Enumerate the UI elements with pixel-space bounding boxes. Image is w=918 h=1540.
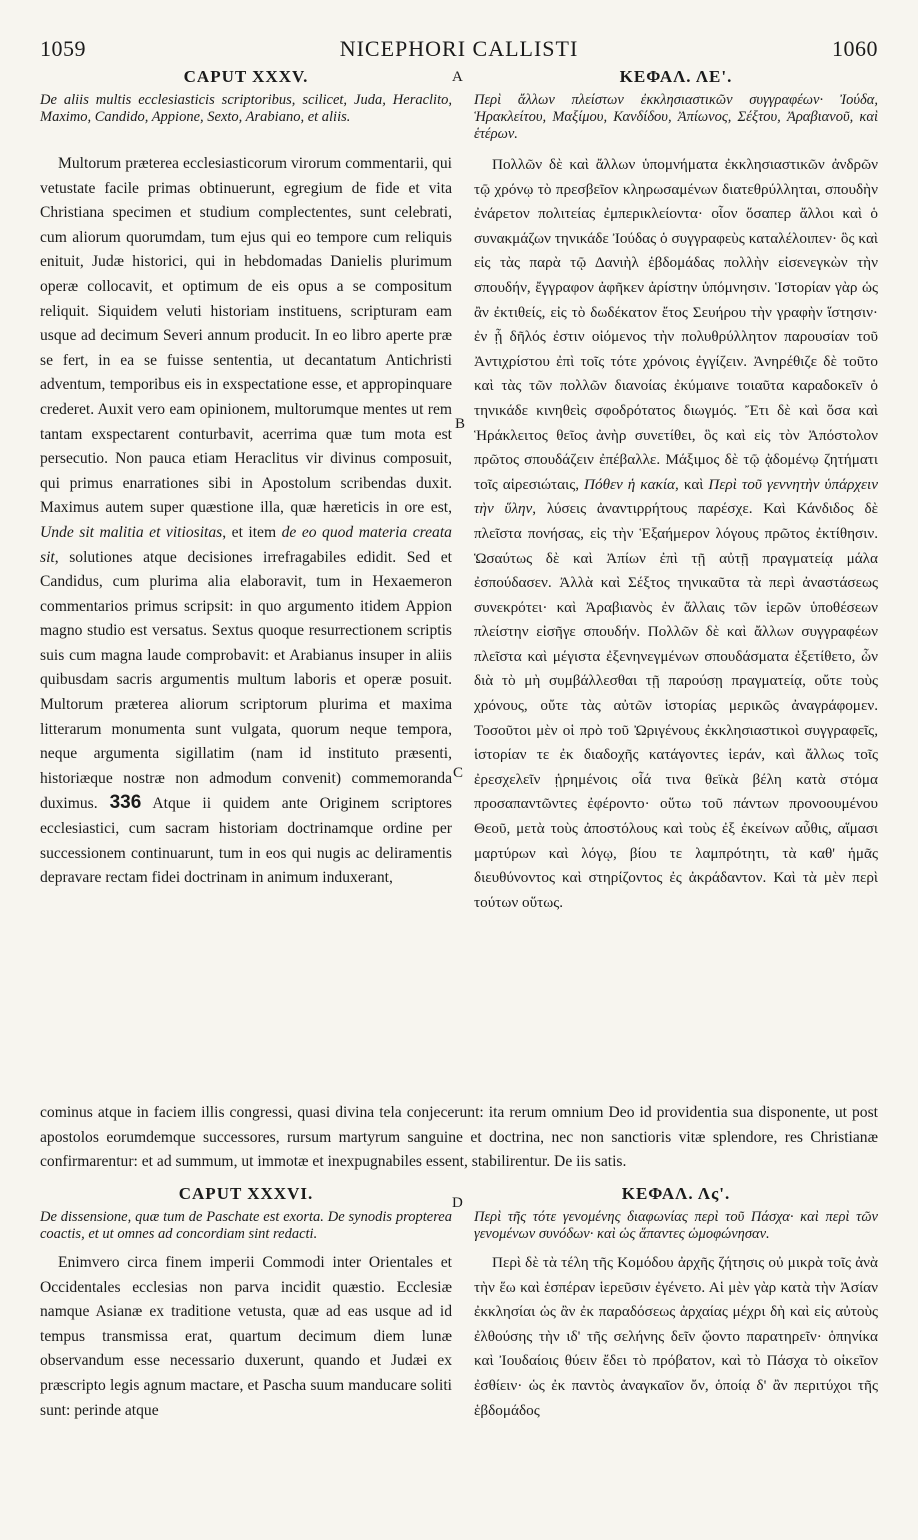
latin-chapter-35 [40,66,452,891]
running-head [40,36,878,64]
latin-text: , et item [222,523,277,541]
migne-column-number: 336 [109,792,142,814]
latin-italic-question: Unde sit malitia et vitiositas [40,523,223,541]
greek-text: Πολλῶν δὲ καὶ ἄλλων ὑπομνήματα ἐκκλησιαστικῶν ἀνδρῶν τῷ χρόνῳ τὸ πρεσβεῖον κληρωσαμένων διατεθρύλληται, σπουδὴν ἐνάρετον πολιτείας ἐμπερικλείοντα· οἷον ὅσαπερ ἄλλοι καὶ ὁ συνακμάζων τηνικάδε Ἰούδας ὁ συγγραφεὺς καταλέλοιπεν· ὃς καὶ εἰς τὰς παρὰ τῷ Δανιὴλ ἑβδομάδας πολλὴν εἰσενεγκὼν τὴν σπουδήν, ἔγγραφον ἀφῆκεν ἀρίστην ὑπόμνησιν. Ἱστορίαν γὰρ ὡς ἂν ἐκτιθείς, εἰς τὸ δωδέκατον ἔτος Σευήρου τὴν γραφὴν ἵστησιν· ἐν ᾗ δῆλός ἐστιν οἰόμενος τὴν πολυθρύλλητον παρουσίαν τοῦ Ἀντιχρίστου ἐπὶ τοῖς τότε χρόνοις ἐγγίζειν. Ἀνηρέθιζε δὲ τοῦτο καὶ τὰς τῶν πολλῶν διανοίας ἐκύμαινε τοιαῦτα καραδοκεῖν ὁ τηνικάδε κινηθεὶς σφοδρότατος διωγμός. Ἔτι δὲ καὶ ὅσα καὶ Ἡράκλειτος θεῖος ἀνὴρ συνετίθει, ὃς καὶ εἰς τὸν Ἀπόστολον πρῶτος σπουδάζειν ἐπέβαλλε. Μάξιμος δὲ τῷ ᾀδομένῳ ζητήματι τοῖς αἱρεσιώταις, [474,156,878,493]
latin-body [40,1251,452,1423]
latin-body [40,152,452,891]
greek-paragraph [474,153,878,915]
page-number-right: 1060 [832,36,878,61]
greek-chapter-35 [474,66,878,915]
greek-paragraph: Περὶ δὲ τὰ τέλη τῆς Κομόδου ἀρχῆς ζήτησις οὐ μικρὰ τοῖς ἀνὰ τὴν ἕω καὶ ἑσπέραν ἱερεῦσιν ἐγένετο. Αἱ μὲν γὰρ κατὰ τὴν Ἀσίαν ἐκκλησίαι ὡς ἂν ἐκ παραδόσεως ἀρχαίας μέχρι δὴ καὶ εἰς αὐτοὺς ἐλθούσης τὴν ιδ' τῆς σελήνης δεῖν ᾤοντο παρατηρεῖν· ὁπηνίκα καὶ Ἰουδαίοις θύειν ἔδει τὸ πρόβατον, καὶ τὸ Πάσχα τὸ οἰκεῖον ἐσθίειν· ὡς ἐκ παντὸς ἀναγκαῖον ὄν, ὁποίᾳ δ' ἂν περιτύχοι τῆς ἑβδομάδος [474,1254,878,1419]
latin-chapter-heading: CAPUT XXXVI. [178,1184,314,1203]
latin-text: Multorum præterea ecclesiasticorum virorum commentarii, qui vetustate facile primas obtinuerunt, egregium de fide et vita Christiana specimen et studium complectentes, sunt celebrati, cum aliorum quorumdam, tum ejus qui eo tempore cum reliquis enituit, Judæ historici, qui in hebdomadas Danielis plurimum operæ collocavit, et optimum de eis opus a se compositum reliquit. Siquidem veluti historiam instituens, scripturam eam usque ad decimum Severi annum producit. In eo libro aperte præ se fert, in ea se fuisse sententia, ut decantatum Antichristi adventum, temporibus eis in exspectatione esse, et appropinquare crederet. Auxit vero eam opinionem, multorumque mentes ut rem tantam exspectarent conturbavit, acerrima quæ tum mota est persecutio. Non pauca etiam Heraclitus vir divinus composuit, qui primus enarrationes sibi in Apostolum scribendas duxit. Maximus autem super quæstione illa, quæ hæreticis in ore est, [40,155,452,517]
latin-paragraph: Enimvero circa finem imperii Commodi inter Orientales et Occidentales ecclesias non parva incidit quæstio. Ecclesiæ namque Asianæ ex traditione vetusta, quæ ad eas usque ad id tempus transmissa erat, quartum decimum diem lunæ observandum esse necessario duxerunt, quando et Judæi ex præscripto legis agnum mactare, et Pascha suum manducare soliti sunt: perinde atque [40,1254,452,1419]
page-number-left: 1059 [40,36,86,61]
latin-continuation-text: cominus atque in faciem illis congressi, quasi divina tela conjecerunt: ita rerum omnium Deo id providentia sua disponente, ut post apostolos eorumdemque successores, rursum martyrum sanguine et doctrina, nec non sanctioris vitæ splendore, res Christianæ confirmarentur: et ad summum, ut immotæ et inexpugnabiles essent, stabilirentur. De iis satis. [40,1104,878,1171]
greek-chapter-summary: Περὶ τῆς τότε γενομένης διαφωνίας περὶ τοῦ Πάσχα· καὶ περὶ τῶν γενομένων συνόδων· καὶ ὡς ἅπαντες ὡμοφώνησαν. [474,1209,878,1242]
latin-chapter-summary: De aliis multis ecclesiasticis scriptoribus, scilicet, Juda, Heraclito, Maximo, Candido, Appione, Sexto, Arabiano, et aliis. [40,92,452,125]
greek-chapter-heading: ΚΕΦΑΛ. Λς'. [621,1184,731,1203]
greek-chapter-heading: ΚΕΦΑΛ. ΛΕ'. [619,67,733,86]
margin-marker-b: B [455,416,466,432]
margin-marker-d: D [452,1195,463,1211]
latin-chapter-heading: CAPUT XXXV. [183,67,309,86]
latin-text: , solutiones atque decisiones irrefragabiles edidit. Sed et Candidus, cum plurima alia elaboravit, tum in Hexaemeron commentarios primus scripsit: in quo argumento itidem Appion magno studio est versatus. Sextus quoque resurrectionem scriptis suis cum magna laude comprobavit: et Arabianus insuper in aliis quibusdam sacris argumentis multum laboris et operæ posuit. Multorum præterea aliorum scriptorum plurima et maxima litterarum monumenta sunt vulgata, quorum neque tempora, neque argumenta sigillatim (nam id instituto præsenti, historiæque nostræ non admodum convenit) commemoranda duximus. [40,548,452,813]
greek-chapter-summary: Περὶ ἄλλων πλείστων ἐκκλησιαστικῶν συγγραφέων· Ἰούδα, Ἡρακλείτου, Μαξίμου, Κανδίδου, Ἀπίωνος, Σέξτου, Ἀραβιανοῦ, καὶ ἑτέρων. [474,92,878,142]
latin-chapter-summary: De dissensione, quæ tum de Paschate est exorta. De synodis propterea coactis, et ut omnes ad concordiam sint redacti. [40,1209,452,1242]
greek-text: , λύσεις ἀναντιρρήτους παρέσχε. Καὶ Κάνδιδος δὲ πλεῖστα πονήσας, εἰς τὴν Ἑξαήμερον λόγους πρῶτος ἐκτίθησιν. Ὡσαύτως δὲ καὶ Ἀπίων ἐπὶ τῇ αὐτῇ πραγματείᾳ μάλα ἐσπούδασεν. Ἀλλὰ καὶ Σέξτος τηνικαῦτα τὰ περὶ ἀναστάσεως συνεκρότει· καὶ Ἀραβιανὸς ἐν ἄλλαις τῶν ἱερῶν ὑποθέσεων πλείστην εἰσῆγε σπουδήν. Πολλῶν δὲ καὶ ἄλλων συγγραφέων πλεῖστα καὶ μέγιστα ἐξενηνεγμένων σπουδάσματα ἐξετίθετο, ὧν διὰ τὸ μὴ συμβάλλεσθαι τῇ παρούσῃ πραγματείᾳ, οὔτε τοὺς χρόνους, οὔτε τὰς αὐτῶν ἱστορίας μερικῶς ἀναγράφομεν. Τοσοῦτοι μὲν οἱ πρὸ τοῦ Ὠριγένους ἐκκλησιαστικοὶ συγγραφεῖς, ἱστορίαν τε ἐκ διαδοχῆς κατάγοντες ἱεράν, καὶ ἄλλως τοῖς ἐρεσχελεῖν ᾑρημένοις οἷά τινα θεϊκὰ βέλη κατὰ στόμα προσαπαντῶντες ἐφέροντο· οὕτω τοῦ πάντων προνοουμένου Θεοῦ, μετὰ τοὺς ἀποστόλους καὶ τοὺς ἐξ ἐκείνων αὖθις, αἵμασι μαρτύρων καὶ λόγῳ, βίου τε λαμπρότητι, τὰ καθ' ἡμᾶς διευθύνοντος καὶ στηρίζοντος ἐς ἀκράδαντον. Καὶ τὰ μὲν περὶ τούτων οὕτως. [474,500,878,911]
latin-chapter-36 [40,1183,452,1423]
margin-marker-c: C [453,765,464,781]
greek-body [474,1251,878,1423]
latin-text: Atque ii quidem ante Originem scriptores ecclesiastici, cum sacram historiam doctrinamque ordine per successionem continuarunt, tum in eos qui nugis ac deliramentis depravare rectam fidei doctrinam in animum induxerant, [40,795,452,887]
latin-continuation [40,1101,878,1175]
latin-italic-question: de eo quod materia creata sit [40,523,452,566]
greek-body [474,153,878,915]
margin-marker-a: A [452,69,463,85]
greek-text: , καὶ [675,475,704,493]
running-title: NICEPHORI CALLISTI [339,36,579,61]
greek-chapter-36 [474,1183,878,1423]
greek-italic-question: Περὶ τοῦ γεννητὴν ὑπάρχειν τὴν ὕλην [474,475,878,518]
greek-italic-question: Πόθεν ἡ κακία [584,475,676,493]
latin-paragraph [40,152,452,891]
